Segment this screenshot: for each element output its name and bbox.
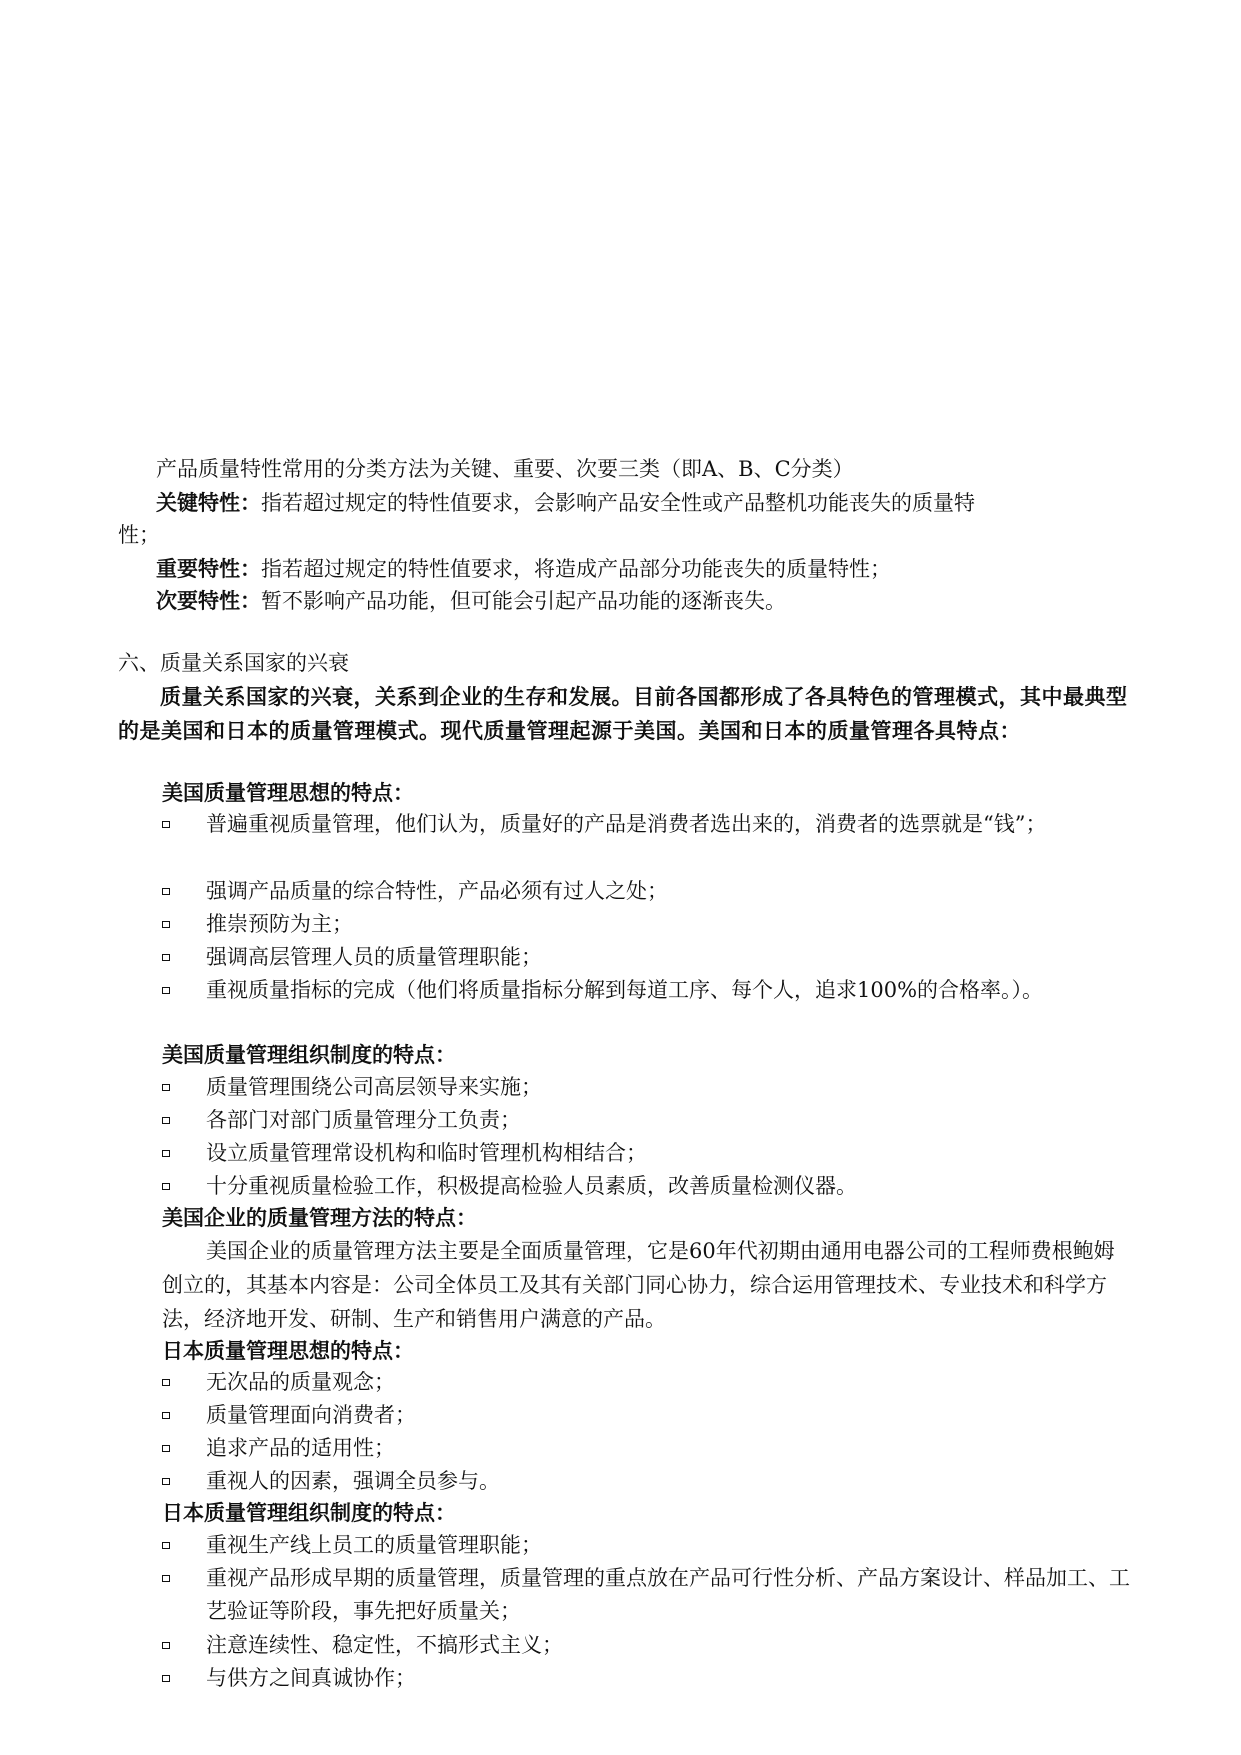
list-item-text: 质量管理围绕公司高层领导来实施； [206,1075,542,1099]
minor-label: 次要特性： [156,589,261,613]
list-item-text: 追求产品的适用性； [206,1436,395,1460]
square-bullet-icon [162,1575,170,1582]
critical-text-continued: 性； [118,523,160,547]
critical-label: 关键特性： [156,491,261,515]
us-method-paragraph: 美国企业的质量管理方法主要是全面质量管理，它是60年代初期由通用电器公司的工程师费根鲍姆创立的，其基本内容是：公司全体员工及其有关部门同心协力，综合运用管理技术、专业技术和科学方法，经济地开发、研制、生产和销售用户满意的产品。 [162,1239,1115,1331]
square-bullet-icon [162,888,170,895]
minor-characteristic-line [156,586,786,616]
square-bullet-icon [162,987,170,994]
list-item-text: 质量管理面向消费者； [206,1403,416,1427]
square-bullet-icon [162,1379,170,1386]
list-item-text: 重视质量指标的完成（他们将质量指标分解到每道工序、每个人，追求100%的合格率。）。 [206,978,1044,1002]
square-bullet-icon [162,921,170,928]
square-bullet-icon [162,1412,170,1419]
square-bullet-icon [162,1445,170,1452]
critical-text: 指若超过规定的特性值要求，会影响产品安全性或产品整机功能丧失的质量特 [261,491,975,515]
list-item-text: 重视生产线上员工的质量管理职能； [206,1533,542,1557]
square-bullet-icon [162,1642,170,1649]
square-bullet-icon [162,1150,170,1157]
list-item-text: 推崇预防为主； [206,912,353,936]
list-item-text: 设立质量管理常设机构和临时管理机构相结合； [206,1141,647,1165]
jp-thought-heading: 日本质量管理思想的特点： [162,1339,414,1363]
major-label: 重要特性： [156,557,261,581]
list-item-text: 强调产品质量的综合特性，产品必须有过人之处； [206,879,668,903]
list-item-text: 十分重视质量检验工作，积极提高检验人员素质，改善质量检测仪器。 [206,1174,857,1198]
list-item-text: 重视人的因素，强调全员参与。 [206,1469,500,1493]
major-text: 指若超过规定的特性值要求，将造成产品部分功能丧失的质量特性； [261,557,891,581]
list-item-text: 强调高层管理人员的质量管理职能； [206,945,542,969]
major-characteristic-line [156,554,891,584]
square-bullet-icon [162,1478,170,1485]
square-bullet-icon [162,1183,170,1190]
list-item-text: 无次品的质量观念； [206,1370,395,1394]
square-bullet-icon [162,1542,170,1549]
square-bullet-icon [162,1675,170,1682]
square-bullet-icon [162,821,170,828]
us-method-heading: 美国企业的质量管理方法的特点： [162,1206,477,1230]
square-bullet-icon [162,1117,170,1124]
us-org-heading: 美国质量管理组织制度的特点： [162,1043,456,1067]
jp-org-heading: 日本质量管理组织制度的特点： [162,1501,456,1525]
section-title: 六、质量关系国家的兴衰 [118,651,349,675]
list-item-text: 与供方之间真诚协作； [206,1666,416,1690]
section-lead-paragraph: 质量关系国家的兴衰，关系到企业的生存和发展。目前各国都形成了各具特色的管理模式，其中最典型的是美国和日本的质量管理模式。现代质量管理起源于美国。美国和日本的质量管理各具特点： [118,685,1128,743]
critical-characteristic-line [156,488,975,518]
classification-line: 产品质量特性常用的分类方法为关键、重要、次要三类（即A、B、C分类） [156,457,854,481]
square-bullet-icon [162,1084,170,1091]
list-item-text: 各部门对部门质量管理分工负责； [206,1108,521,1132]
us-thought-heading: 美国质量管理思想的特点： [162,781,414,805]
list-item-text: 注意连续性、稳定性，不搞形式主义； [206,1633,563,1657]
list-item-text: 普遍重视质量管理，他们认为，质量好的产品是消费者选出来的，消费者的选票就是“钱”； [206,812,1047,836]
square-bullet-icon [162,954,170,961]
list-item-text: 重视产品形成早期的质量管理，质量管理的重点放在产品可行性分析、产品方案设计、样品加工、工艺验证等阶段，事先把好质量关； [206,1566,1130,1623]
minor-text: 暂不影响产品功能，但可能会引起产品功能的逐渐丧失。 [261,589,786,613]
